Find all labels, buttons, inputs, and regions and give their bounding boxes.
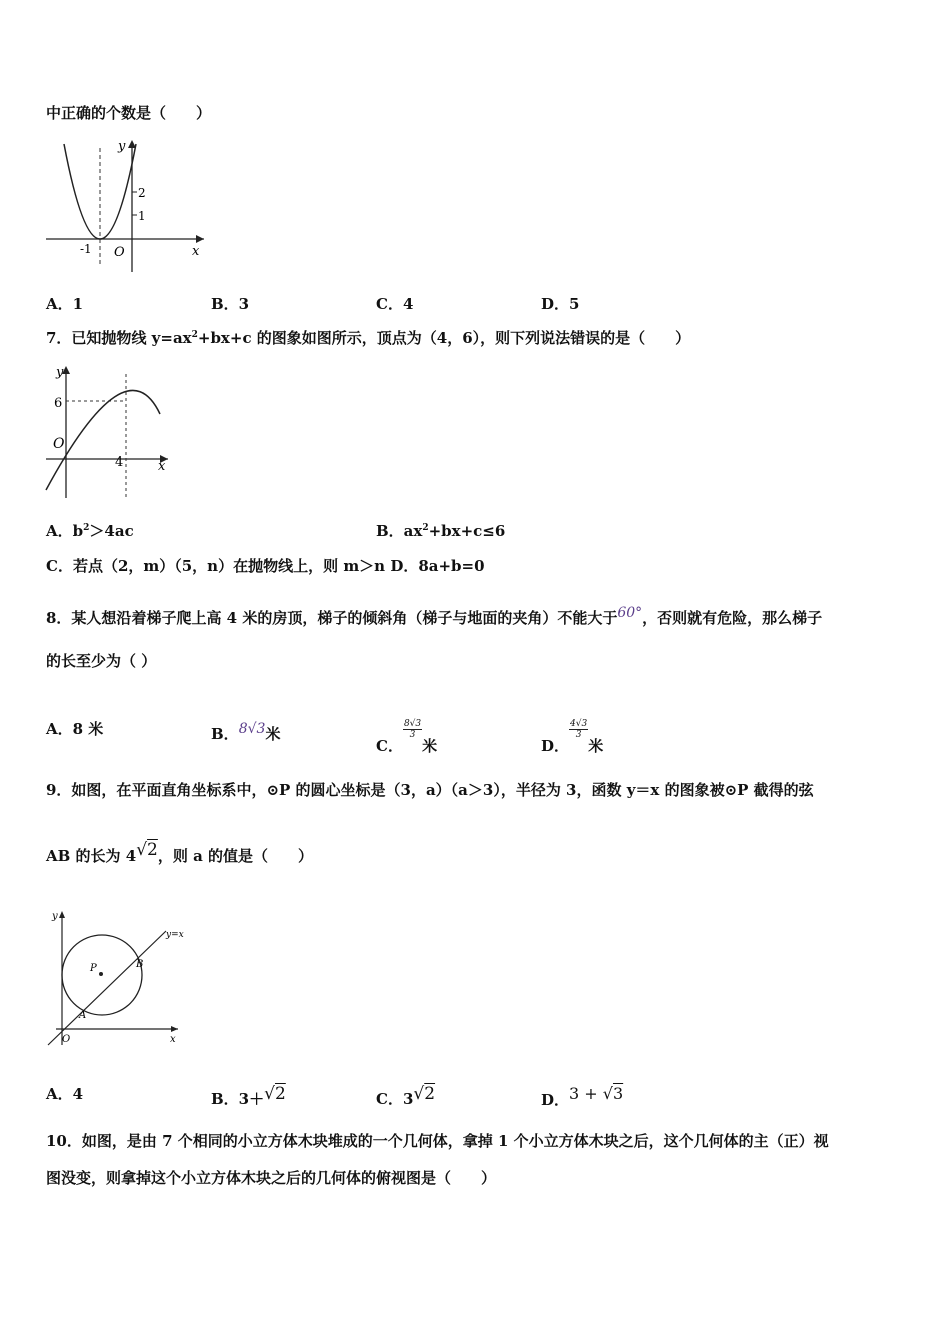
x-axis-label: x bbox=[170, 1034, 176, 1045]
point-p-label: P bbox=[90, 963, 97, 974]
q6-option-b: B．3 bbox=[211, 295, 250, 313]
q8-option-c: C． $\frac{8√3}{3}$ 米 bbox=[376, 719, 438, 755]
question-9-stem-line2: AB 的长为 4√2，则 a 的值是（ ） bbox=[46, 840, 314, 865]
q9-option-d: D．3 + √3 bbox=[541, 1084, 624, 1109]
q9-option-a: A．4 bbox=[46, 1085, 84, 1103]
q9-option-c: C．3√2 bbox=[376, 1084, 436, 1108]
center-p-point bbox=[99, 972, 103, 976]
question-10-stem-line1: 10．如图，是由 7 个相同的小立方体木块堆成的一个几何体，拿掉 1 个小立方体木块之后，这个几何体的主（正）视 bbox=[46, 1132, 829, 1150]
tick-label-1: 1 bbox=[138, 209, 146, 223]
origin-label: O bbox=[53, 436, 65, 452]
question-7-stem: 7．已知抛物线 $y=ax^2+bx+c$ 的图象如图所示，顶点为（4，6），则下列说法错误的是（ ） bbox=[46, 329, 691, 347]
x-axis-label: x bbox=[158, 459, 166, 474]
parabola-figure-q6 bbox=[42, 134, 212, 274]
angle-60-value: 60° bbox=[617, 605, 643, 621]
line-label: y=x bbox=[166, 930, 184, 940]
parabola-figure-q7 bbox=[42, 362, 172, 502]
question-8-stem-line1: 8．某人想沿着梯子爬上高 4 米的房顶，梯子的倾斜角（梯子与地面的夹角）不能大于60°，否则就有危险，那么梯子 bbox=[46, 605, 823, 627]
x-axis-label: x bbox=[192, 244, 200, 259]
tick-label-2: 2 bbox=[138, 186, 146, 200]
question-8-stem-line2: 的长至少为（ ） bbox=[46, 652, 157, 670]
y-axis-label: y bbox=[56, 365, 64, 380]
q8-option-d: D． $\frac{4√3}{3}$ 米 bbox=[541, 719, 604, 755]
x-axis-arrow bbox=[171, 1026, 178, 1032]
x-axis-arrow bbox=[196, 235, 204, 243]
origin-label: O bbox=[62, 1034, 71, 1045]
origin-label: O bbox=[114, 245, 125, 260]
q6-option-a: A．1 bbox=[46, 295, 84, 313]
tick-label-6: 6 bbox=[54, 396, 63, 411]
question-9-stem-line1: 9．如图，在平面直角坐标系中，⊙P 的圆心坐标是（3，a）（a＞3），半径为 3，函数 y＝x 的图象被⊙P 截得的弦 bbox=[46, 781, 814, 799]
point-a-label: A bbox=[79, 1010, 87, 1021]
point-b-label: B bbox=[136, 959, 144, 970]
circle-line-figure-q9 bbox=[42, 905, 192, 1050]
q7-option-a: A．$b^2>4ac$ bbox=[46, 522, 134, 540]
q6-option-c: C．4 bbox=[376, 295, 414, 313]
q7-option-b: B．$ax^2+bx+c\le 6$ bbox=[376, 522, 506, 540]
q8-option-a: A．8 米 bbox=[46, 720, 104, 738]
line-y-equals-x bbox=[48, 931, 166, 1045]
y-axis-label: y bbox=[118, 139, 126, 154]
q6-option-d: D．5 bbox=[541, 295, 580, 313]
question-10-stem-line2: 图没变，则拿掉这个小立方体木块之后的几何体的俯视图是（ ） bbox=[46, 1169, 497, 1187]
q7-option-c-d: C．若点（2，m）（5，n）在抛物线上，则 m＞n D．8a+b=0 bbox=[46, 557, 485, 575]
question-6-stem-tail: 中正确的个数是（ ） bbox=[46, 104, 212, 122]
q8-option-b: B．8√3米 bbox=[211, 721, 281, 743]
q9-option-b: B．3＋√2 bbox=[211, 1084, 286, 1108]
tick-label-minus1: -1 bbox=[80, 242, 92, 256]
y-axis-arrow bbox=[59, 911, 65, 918]
tick-label-4: 4 bbox=[115, 455, 124, 470]
y-axis-label: y bbox=[52, 911, 58, 922]
